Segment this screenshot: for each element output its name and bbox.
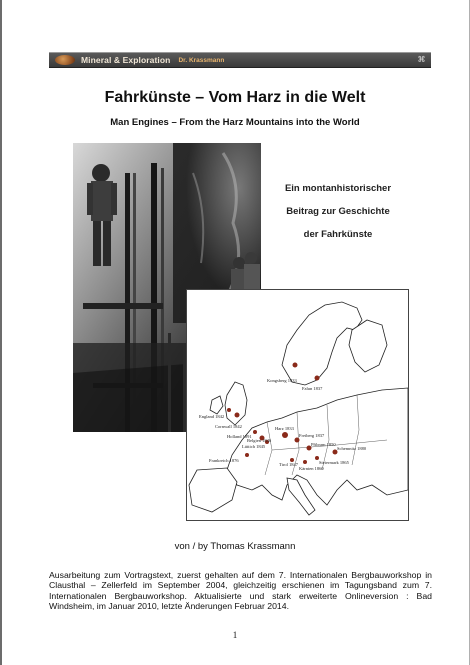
map-label: Harz 1833 [275,426,294,431]
map-label: Falun 1837 [302,386,323,391]
map-label: England 1842 [199,414,225,419]
side-text-line-2: Beitrag zur Geschichte [286,206,390,217]
side-text-line-3: der Fahrkünste [303,229,373,240]
map-label: Lüttich 1845 [242,444,266,449]
map-label: Schemnitz 1880 [337,446,367,451]
abstract-paragraph: Ausarbeitung zum Vortragstext, zuerst gehalten auf dem 7. Internationalen Bergbauworkshop in Clausthal – Zellerfeld im September 2004, gleichzeitig erschienen im Tagungsband zum 7. Internationalen Bergbauworkshop. Aktualisierte und stark erweiterte Onlineversion : Bad Windsheim, im Januar 2010, letzte Änderungen Februar 2014. [49,570,432,612]
network-icon: ⌘ [417,55,426,64]
header-bar [49,52,431,68]
header-author: Dr. Krassmann [178,56,225,64]
europe-map [186,289,409,521]
byline: von / by Thomas Krassmann [174,541,296,552]
map-label: Přibram 1850 [311,442,336,447]
map-label: Kongsberg 1833 [267,378,297,383]
mineral-logo-icon [55,55,75,65]
map-label: Steiermark 1865 [319,460,349,465]
page-title: Fahrkünste – Vom Harz in die Welt [104,89,366,106]
header-brand: Mineral & Exploration [81,55,171,65]
map-label: Kärnten 1860 [299,466,324,471]
page-number: 1 [232,630,238,640]
map-label: Tirol 1847 [279,462,298,467]
side-text-line-1: Ein montanhistorischer [284,183,392,194]
map-label: Frankreich 1876 [209,458,239,463]
map-label: Belgien 1846 [247,438,272,443]
page-subtitle: Man Engines – From the Harz Mountains into the World [110,117,360,128]
map-label: Cornwall 1842 [215,424,242,429]
map-label: Holland 1891 [227,434,252,439]
map-label: Freiberg 1837 [299,433,325,438]
